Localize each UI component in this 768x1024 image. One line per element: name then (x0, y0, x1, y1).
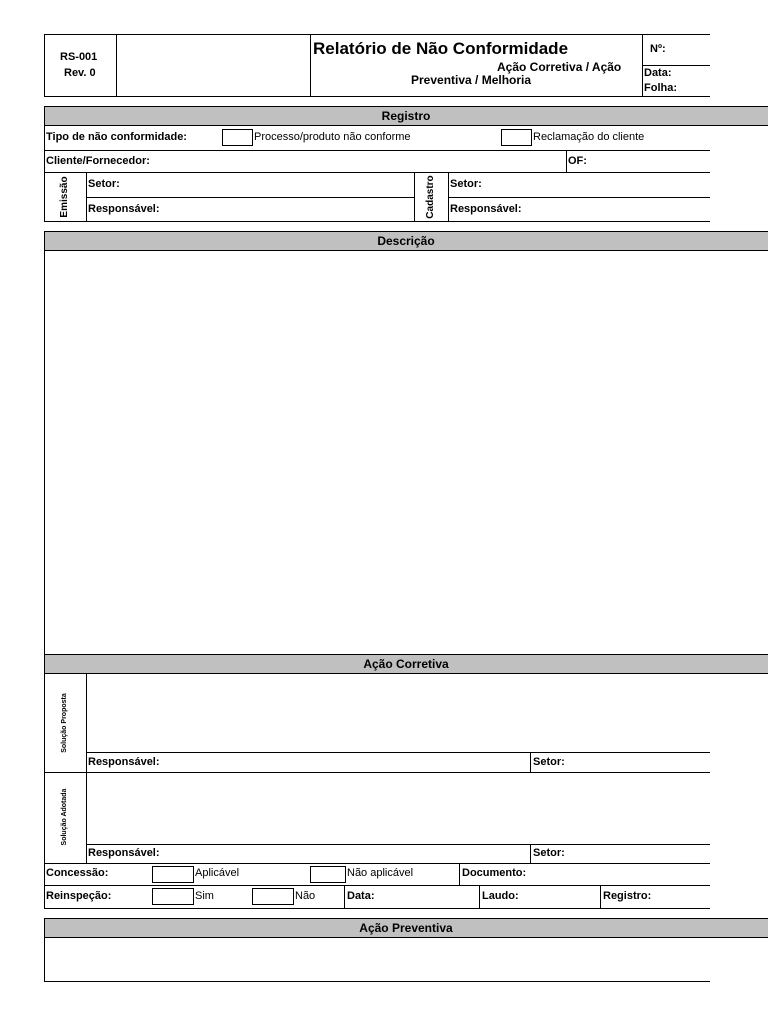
page-subtitle-line2: Preventiva / Melhoria (411, 73, 532, 87)
reinspection-date-label: Data: (347, 890, 375, 902)
proposed-sector-label: Setor: (533, 756, 565, 768)
emission-sector-label: Setor: (88, 178, 120, 190)
adopted-sector-label: Setor: (533, 847, 565, 859)
number-label: Nº: (650, 43, 666, 55)
document-label: Documento: (462, 867, 527, 879)
acao-corretiva-title: Ação Corretiva (363, 657, 449, 671)
adopted-responsible-label: Responsável: (88, 847, 160, 859)
client-supplier-label: Cliente/Fornecedor: (46, 155, 150, 167)
acao-preventiva-title: Ação Preventiva (359, 921, 453, 935)
adopted-solution-area[interactable] (87, 773, 710, 844)
proposed-solution-label: Solução Proposta (61, 693, 68, 753)
yes-label: Sim (195, 890, 214, 902)
registro-title: Registro (381, 109, 431, 123)
sheet-label: Folha: (644, 82, 677, 94)
concession-label: Concessão: (46, 867, 109, 879)
of-label: OF: (568, 155, 587, 167)
date-label: Data: (644, 67, 672, 79)
complaint-checkbox[interactable] (501, 129, 532, 146)
nonconformity-type-label: Tipo de não conformidade: (46, 131, 187, 143)
applicable-checkbox[interactable] (152, 866, 194, 883)
reinspection-label: Reinspeção: (46, 890, 112, 902)
proposed-responsible-label: Responsável: (88, 756, 160, 768)
preventive-action-area[interactable] (45, 938, 710, 981)
adopted-solution-label: Solução Adotada (61, 788, 68, 846)
register-label: Cadastro (425, 175, 436, 219)
registry-label: Registro: (603, 890, 652, 902)
yes-checkbox[interactable] (152, 888, 194, 905)
process-option-label: Processo/produto não conforme (254, 131, 411, 143)
report-label: Laudo: (482, 890, 519, 902)
emission-responsible-label: Responsável: (88, 203, 160, 215)
page-subtitle-line1: Ação Corretiva / Ação (497, 60, 622, 74)
not-applicable-checkbox[interactable] (310, 866, 346, 883)
description-text-area[interactable] (45, 251, 710, 654)
emission-label: Emissão (59, 176, 70, 218)
register-sector-label: Setor: (450, 178, 482, 190)
form-code: RS-001 (60, 51, 98, 63)
register-responsible-label: Responsável: (450, 203, 522, 215)
no-label: Não (295, 890, 316, 902)
not-applicable-label: Não aplicável (347, 867, 414, 879)
no-checkbox[interactable] (252, 888, 294, 905)
complaint-option-label: Reclamação do cliente (533, 131, 645, 143)
descricao-title: Descrição (377, 234, 435, 248)
proposed-solution-area[interactable] (87, 675, 710, 752)
applicable-label: Aplicável (195, 867, 240, 879)
process-checkbox[interactable] (222, 129, 253, 146)
page-title: Relatório de Não Conformidade (313, 39, 569, 58)
form-revision: Rev. 0 (64, 67, 96, 79)
